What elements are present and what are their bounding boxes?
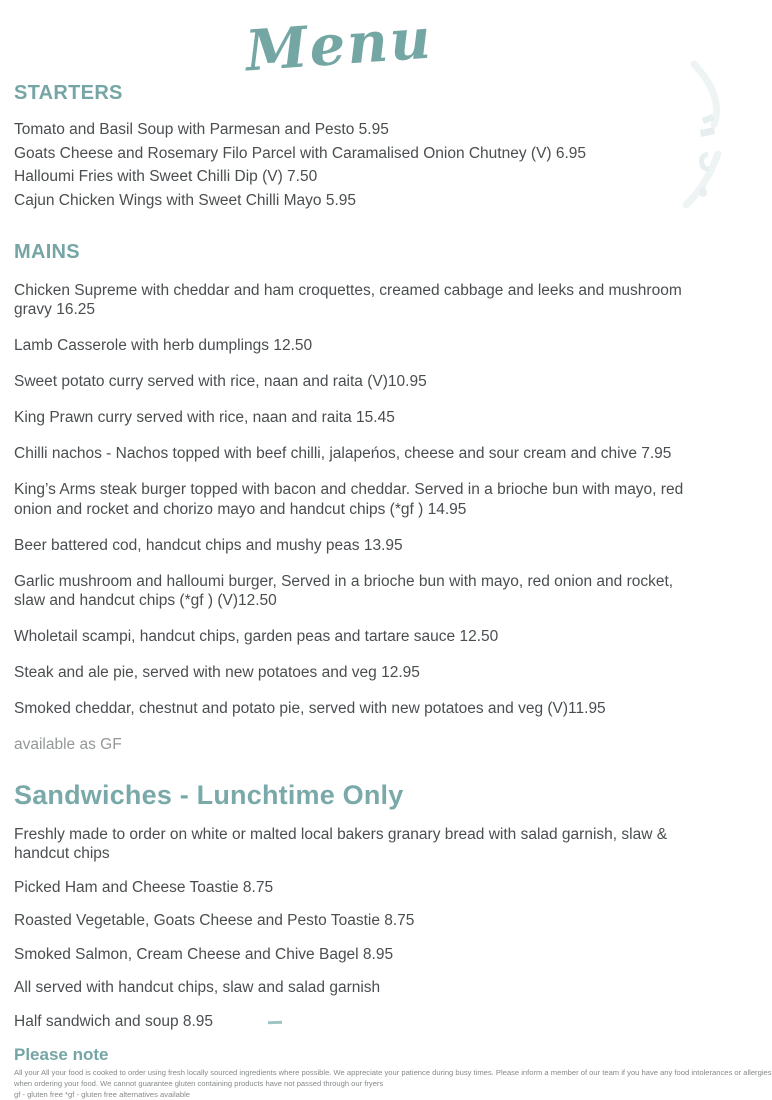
menu-item: Roasted Vegetable, Goats Cheese and Pesto Toastie 8.75 — [14, 912, 415, 929]
gf-availability-note: available as GF — [14, 736, 122, 753]
mains-heading: MAINS — [14, 241, 80, 263]
menu-item: Beer battered cod, handcut chips and mushy peas 13.95 — [14, 536, 403, 554]
menu-item: Smoked cheddar, chestnut and potato pie, served with new potatoes and veg (V)11.95 — [14, 700, 606, 717]
starters-list — [14, 118, 704, 212]
menu-item: King Prawn curry served with rice, naan and raita 15.45 — [14, 409, 395, 426]
sandwiches-heading: Sandwiches - Lunchtime Only — [14, 779, 404, 810]
starters-heading: STARTERS — [14, 82, 123, 104]
menu-item: Goats Cheese and Rosemary Filo Parcel with Caramalised Onion Chutney (V) 6.95 — [14, 144, 587, 162]
menu-item: Steak and ale pie, served with new potatoes and veg 12.95 — [14, 664, 420, 681]
menu-item: Picked Ham and Cheese Toastie 8.75 — [14, 878, 274, 896]
menu-item: Half sandwich and soup 8.95 — [14, 1012, 214, 1030]
menu-item: Wholetail scampi, handcut chips, garden peas and tartare sauce 12.50 — [14, 628, 499, 645]
sandwiches-list — [14, 825, 704, 1032]
menu-item: Halloumi Fries with Sweet Chilli Dip (V) 7.50 — [14, 168, 318, 185]
bottom-graphic-fragment — [268, 1021, 282, 1024]
fine-print-line: gf - gluten free *gf - gluten free alternatives available — [14, 1090, 191, 1099]
menu-item: Chilli nachos - Nachos topped with beef chilli, jalapeńos, cheese and sour cream and chive 7.95 — [14, 445, 672, 462]
fine-print-line: when ordering your food. We cannot guarantee gluten containing products have not passed through our fryers — [14, 1079, 384, 1088]
menu-item: Chicken Supreme with cheddar and ham croquettes, creamed cabbage and leeks and mushroom gravy 16.25 — [14, 281, 682, 318]
menu-item: Sweet potato curry served with rice, naan and raita (V)10.95 — [14, 373, 427, 390]
menu-item: All served with handcut chips, slaw and salad garnish — [14, 979, 381, 996]
menu-item: Cajun Chicken Wings with Sweet Chilli Mayo 5.95 — [14, 191, 357, 209]
menu-item: Garlic mushroom and halloumi burger, Served in a brioche bun with mayo, red onion and rocket, slaw and handcut chips (*gf ) (V)12.50 — [14, 572, 674, 609]
fine-print-line: All your All your food is cooked to order using fresh locally sourced ingredients where possible. We appreciate your patience during busy times. Please inform a member of our team if you have any food intolerances or allergies — [14, 1068, 772, 1077]
menu-item: Lamb Casserole with herb dumplings 12.50 — [14, 337, 313, 354]
menu-item: King’s Arms steak burger topped with bacon and cheddar. Served in a brioche bun with mayo, red onion and rocket and chorizo mayo and handcut chips (*gf ) 14.95 — [14, 481, 684, 518]
sandwiches-intro: Freshly made to order on white or malted local bakers granary bread with salad garnish, slaw & handcut chips — [14, 825, 668, 862]
menu-item: Tomato and Basil Soup with Parmesan and Pesto 5.95 — [14, 121, 389, 138]
please-note-heading: Please note — [14, 1045, 109, 1064]
page-title: Menu — [243, 5, 435, 85]
fine-print — [14, 1067, 772, 1100]
mains-list — [14, 281, 704, 755]
menu-item: Smoked Salmon, Cream Cheese and Chive Bagel 8.95 — [14, 945, 394, 963]
